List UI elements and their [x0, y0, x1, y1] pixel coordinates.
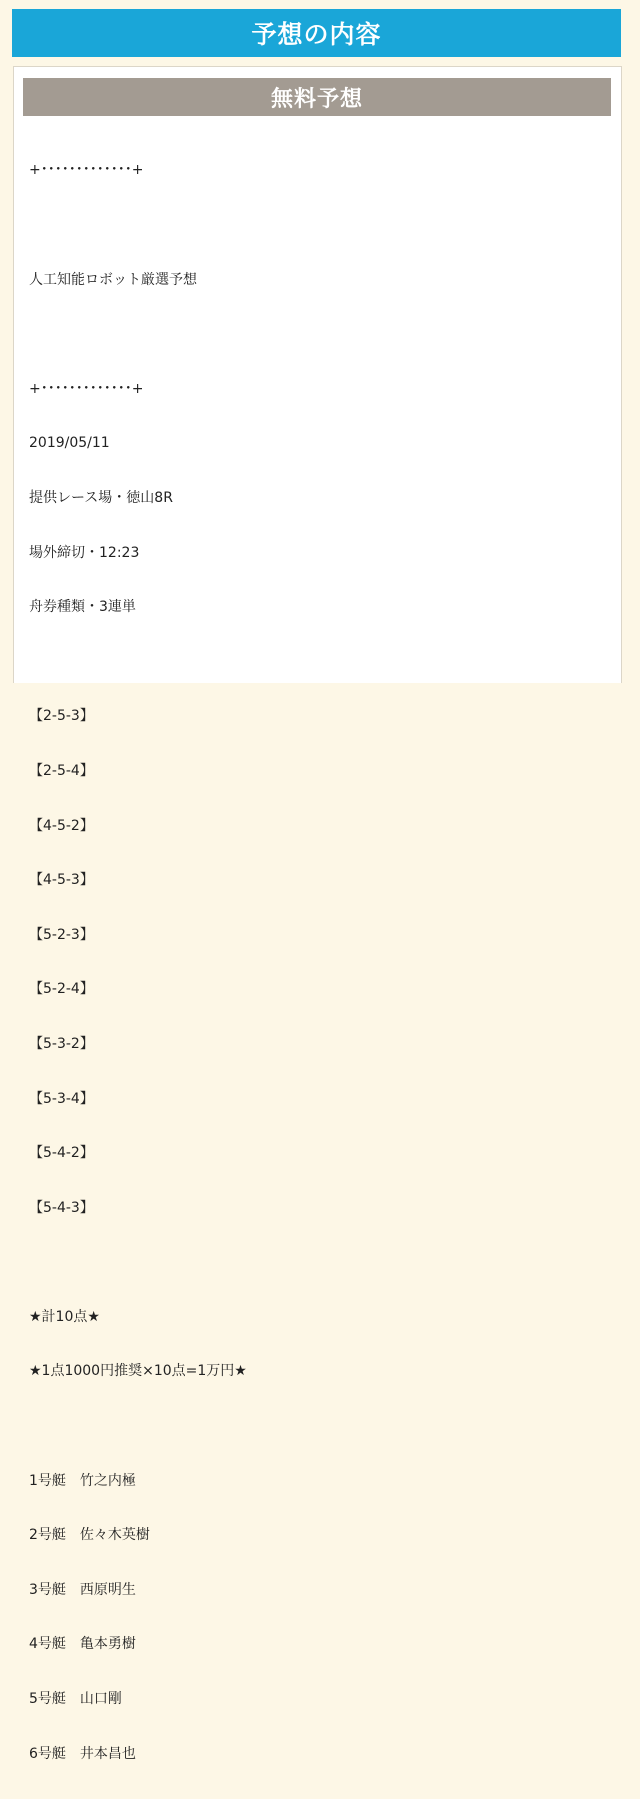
- content-line: [29, 325, 599, 343]
- bet-combination: 【2-5-3】: [29, 708, 94, 725]
- bet-combination: 【5-2-4】: [29, 981, 94, 998]
- bet-combination: 【5-3-4】: [29, 1090, 94, 1107]
- racer-entry: 2号艇 佐々木英樹: [29, 1527, 150, 1544]
- bet-combination: 【5-2-3】: [29, 926, 94, 943]
- race-deadline: 場外締切・12:23: [29, 544, 140, 561]
- racer-entry: 5号艇 山口剛: [29, 1691, 122, 1708]
- bet-combination: 【5-3-2】: [29, 1035, 94, 1052]
- bet-combination: 【4-5-2】: [29, 817, 94, 834]
- content-line: [29, 1417, 599, 1435]
- section-title: 無料予想: [23, 78, 611, 116]
- page-title: 予想の内容: [12, 9, 621, 57]
- bet-total: ★計10点★: [29, 1308, 100, 1325]
- bet-combination: 【4-5-3】: [29, 872, 94, 889]
- content-line: [29, 653, 599, 671]
- content-line: [29, 216, 599, 234]
- prediction-content: [29, 125, 599, 1799]
- bet-combination: 【2-5-4】: [29, 762, 94, 779]
- bet-combination: 【5-4-3】: [29, 1199, 94, 1216]
- content-line: +･････････････+: [29, 162, 144, 179]
- prediction-panel: [13, 66, 622, 1762]
- racer-entry: 4号艇 亀本勇樹: [29, 1636, 136, 1653]
- bet-combination: 【5-4-2】: [29, 1145, 94, 1162]
- content-line: 人工知能ロボット厳選予想: [29, 271, 197, 288]
- racer-entry: 3号艇 西原明生: [29, 1581, 136, 1598]
- content-line: +･････････････+: [29, 380, 144, 397]
- race-venue: 提供レース場・徳山8R: [29, 489, 173, 506]
- racer-entry: 6号艇 井本昌也: [29, 1745, 136, 1762]
- racer-entry: 1号艇 竹之内極: [29, 1472, 136, 1489]
- content-line: [29, 1253, 599, 1271]
- race-date: 2019/05/11: [29, 435, 110, 452]
- bet-recommendation: ★1点1000円推奨×10点=1万円★: [29, 1363, 247, 1380]
- ticket-type: 舟券種類・3連単: [29, 599, 136, 616]
